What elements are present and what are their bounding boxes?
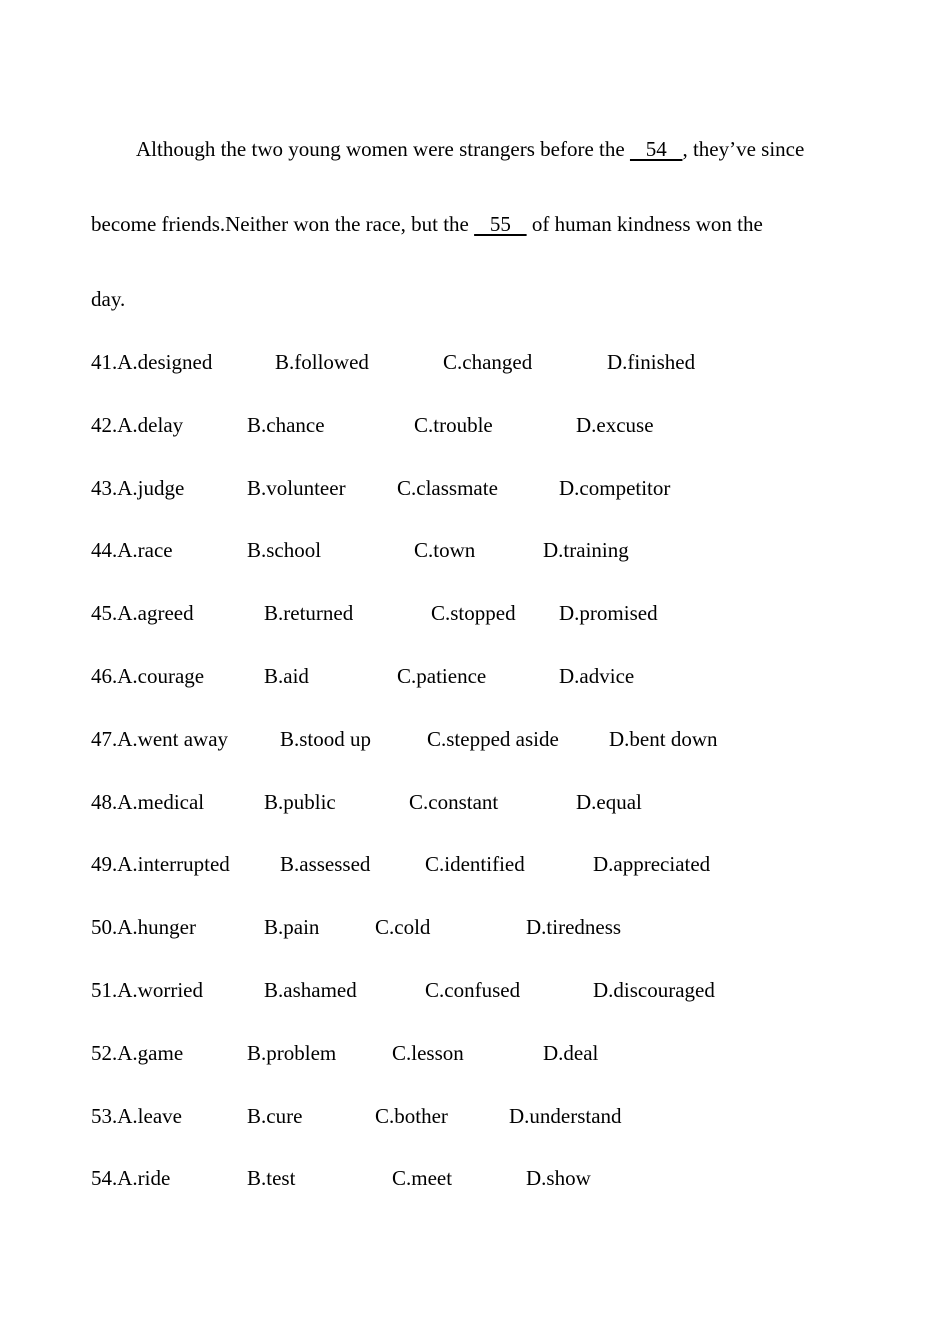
option-d: D.understand <box>509 1104 622 1128</box>
option-b: B.public <box>264 790 336 814</box>
passage-line-2 <box>91 212 763 236</box>
passage-text: become friends.Neither won the race, but the <box>91 212 475 236</box>
question-number: 41. <box>91 350 118 374</box>
option-c: C.constant <box>409 790 499 814</box>
option-text: A.designed <box>117 350 213 374</box>
option-b: B.stood up <box>280 727 372 751</box>
option-d: D.advice <box>559 664 635 688</box>
option-d: D.appreciated <box>593 852 711 876</box>
option-text: A.interrupted <box>117 852 230 876</box>
option-c: C.cold <box>375 915 431 939</box>
option-a <box>91 790 204 814</box>
option-a <box>91 727 228 751</box>
option-d: D.equal <box>576 790 642 814</box>
option-c: C.meet <box>392 1166 453 1190</box>
question-number: 42. <box>91 413 118 437</box>
option-d: D.promised <box>559 601 658 625</box>
passage-text: Although the two young women were strangers before the <box>136 137 630 161</box>
question-number: 47. <box>91 727 118 751</box>
option-b: B.returned <box>264 601 354 625</box>
option-a <box>91 852 230 876</box>
question-number: 44. <box>91 538 118 562</box>
passage-line-1 <box>136 137 804 161</box>
question-number: 51. <box>91 978 118 1002</box>
option-b: B.chance <box>247 413 325 437</box>
option-text: A.went away <box>117 727 229 751</box>
option-b: B.ashamed <box>264 978 357 1002</box>
passage-line-3: day. <box>91 287 126 311</box>
question-number: 52. <box>91 1041 118 1065</box>
option-a <box>91 1104 182 1128</box>
option-c: C.town <box>414 538 476 562</box>
question-number: 46. <box>91 664 118 688</box>
option-text: A.courage <box>117 664 205 688</box>
option-text: A.agreed <box>117 601 194 625</box>
option-b: B.school <box>247 538 322 562</box>
option-a <box>91 476 184 500</box>
option-a <box>91 978 203 1002</box>
option-d: D.training <box>543 538 629 562</box>
option-d: D.finished <box>607 350 696 374</box>
option-a <box>91 538 173 562</box>
option-text: A.game <box>117 1041 184 1065</box>
option-d: D.tiredness <box>526 915 622 939</box>
question-number: 54. <box>91 1166 118 1190</box>
option-b: B.volunteer <box>247 476 346 500</box>
option-b: B.test <box>247 1166 296 1190</box>
option-d: D.deal <box>543 1041 599 1065</box>
option-d: D.bent down <box>609 727 718 751</box>
option-text: A.delay <box>117 413 184 437</box>
option-c: C.changed <box>443 350 533 374</box>
option-c: C.classmate <box>397 476 498 500</box>
option-d: D.show <box>526 1166 591 1190</box>
option-b: B.assessed <box>280 852 371 876</box>
option-c: C.patience <box>397 664 487 688</box>
passage-text: of human kindness won the <box>526 212 763 236</box>
option-b: B.problem <box>247 1041 337 1065</box>
option-c: C.identified <box>425 852 525 876</box>
blank-55: 55 <box>474 212 527 236</box>
option-text: A.medical <box>117 790 205 814</box>
option-text: A.leave <box>117 1104 182 1128</box>
option-a <box>91 601 194 625</box>
question-number: 49. <box>91 852 118 876</box>
question-number: 48. <box>91 790 118 814</box>
option-d: D.discouraged <box>593 978 715 1002</box>
option-c: C.confused <box>425 978 521 1002</box>
option-text: A.race <box>117 538 173 562</box>
option-text: A.ride <box>117 1166 171 1190</box>
question-number: 50. <box>91 915 118 939</box>
option-b: B.pain <box>264 915 320 939</box>
option-a <box>91 350 212 374</box>
option-a <box>91 915 196 939</box>
option-a <box>91 1041 183 1065</box>
option-a <box>91 413 183 437</box>
option-d: D.competitor <box>559 476 671 500</box>
option-text: A.judge <box>117 476 185 500</box>
option-c: C.stepped aside <box>427 727 559 751</box>
option-c: C.trouble <box>414 413 493 437</box>
option-c: C.stopped <box>431 601 516 625</box>
option-b: B.cure <box>247 1104 303 1128</box>
option-text: A.hunger <box>117 915 196 939</box>
question-number: 43. <box>91 476 118 500</box>
option-a <box>91 1166 170 1190</box>
question-number: 45. <box>91 601 118 625</box>
option-text: A.worried <box>117 978 203 1002</box>
blank-54: 54 <box>629 137 683 161</box>
question-number: 53. <box>91 1104 118 1128</box>
option-c: C.lesson <box>392 1041 464 1065</box>
option-d: D.excuse <box>576 413 654 437</box>
option-b: B.aid <box>264 664 309 688</box>
passage-text: , they’ve since <box>682 137 805 161</box>
option-c: C.bother <box>375 1104 448 1128</box>
option-b: B.followed <box>275 350 369 374</box>
option-a <box>91 664 204 688</box>
